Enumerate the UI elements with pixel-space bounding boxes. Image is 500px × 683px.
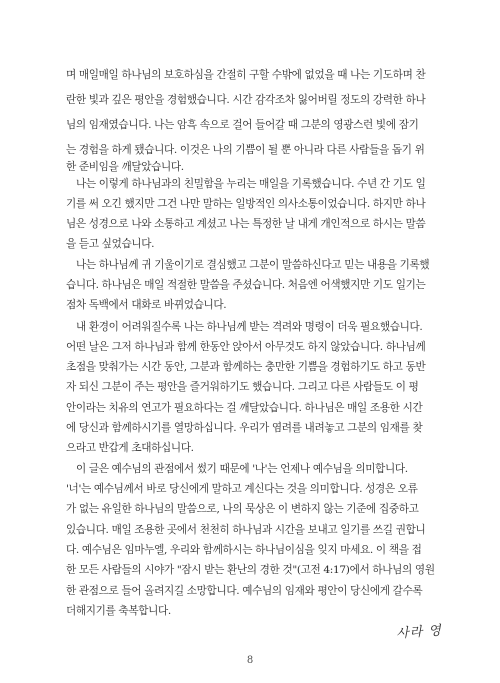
body-line: 기를 써 오긴 했지만 그건 나만 말하는 일방적인 의사소통이었습니다. 하지만 하나 [66, 198, 426, 210]
body-line: 한 모든 사람들의 시야가 "잠시 받는 환난의 경한 것"(고전 4:17)에서 하나님의 영원 [66, 564, 435, 576]
body-line: 한 준비임을 깨달았습니다. [66, 161, 184, 173]
body-line: 님은 성경으로 나와 소통하고 계셨고 나는 특정한 날 내게 개인적으로 하시는 말씀 [66, 218, 426, 230]
body-line: 을 듣고 싶었습니다. [66, 238, 155, 250]
body-line: 가 없는 유일한 하나님의 말씀으로, 나의 묵상은 이 변하지 않는 기준에 집중하고 [66, 503, 419, 515]
body-line: 있습니다. 매일 조용한 곳에서 천천히 하나님과 시간을 보내고 일기를 쓰길 권합니 [66, 524, 426, 536]
body-line: 님의 임재였습니다. 나는 암흑 속으로 걸어 들어갈 때 그분의 영광스런 빛에 잠기 [66, 119, 419, 131]
body-line: '너'는 예수님께서 바로 당신에게 말하고 계신다는 것을 의미합니다. 성경은 오류 [66, 483, 418, 495]
body-line: 점차 독백에서 대화로 바뀌었습니다. [66, 299, 227, 311]
body-line: 나는 하나님께 귀 기울이기로 결심했고 그분이 말씀하신다고 믿는 내용을 기록했 [76, 259, 430, 271]
body-line: 란한 빛과 깊은 평안을 경험했습니다. 시간 감각조차 잃어버릴 정도의 강력한 하나 [66, 94, 426, 106]
author-signature: 사라 영 [395, 623, 443, 642]
body-line: 더해지기를 축복합니다. [66, 605, 171, 617]
body-line: 에 당신과 함께하시기를 열망하십니다. 우리가 염려를 내려놓고 그분의 임재를 찾 [66, 422, 423, 434]
body-line: 습니다. 하나님은 매일 적절한 말씀을 주셨습니다. 처음엔 어색했지만 기도 일기는 [66, 279, 426, 291]
body-line: 어떤 날은 그저 하나님과 함께 한동안 앉아서 아무것도 하지 않았습니다. 하나님께 [66, 341, 426, 353]
body-line: 는 경험을 하게 됐습니다. 이것은 나의 기쁨이 될 뿐 아니라 다른 사람들을 돕기 위 [66, 144, 425, 156]
body-line: 으라고 반갑게 초대하십니다. [66, 442, 194, 454]
body-line: 다. 예수님은 임마누엘, 우리와 함께하시는 하나님이심을 잊지 마세요. 이 책을 접 [66, 544, 422, 556]
page-number: 8 [246, 655, 254, 666]
body-line: 며 매일매일 하나님의 보호하심을 간절히 구할 수밖에 없었을 때 나는 기도하며 찬 [66, 69, 426, 81]
body-line: 안이라는 치유의 연고가 필요하다는 걸 깨달았습니다. 하나님은 매일 조용한 시간 [66, 402, 423, 414]
body-line: 초점을 맞춰가는 시간 동안, 그분과 함께하는 충만한 기쁨을 경험하기도 하고 동반 [66, 361, 426, 373]
body-line: 자 되신 그분이 주는 평안을 즐거워하기도 했습니다. 그리고 다른 사람들도 이 평 [66, 381, 419, 393]
body-line: 이 글은 예수님의 관점에서 썼기 때문에 '나'는 언제나 예수님을 의미합니다. [76, 463, 408, 475]
body-line: 나는 이렇게 하나님과의 친밀함을 누리는 매일을 기록했습니다. 수년 간 기도 일 [76, 178, 426, 190]
body-line: 한 관점으로 들어 올려지길 소망합니다. 예수님의 임재와 평안이 당신에게 갈수록 [66, 585, 423, 597]
body-line: 내 환경이 어려워질수록 나는 하나님께 받는 격려와 명령이 더욱 필요했습니다. [76, 321, 423, 333]
